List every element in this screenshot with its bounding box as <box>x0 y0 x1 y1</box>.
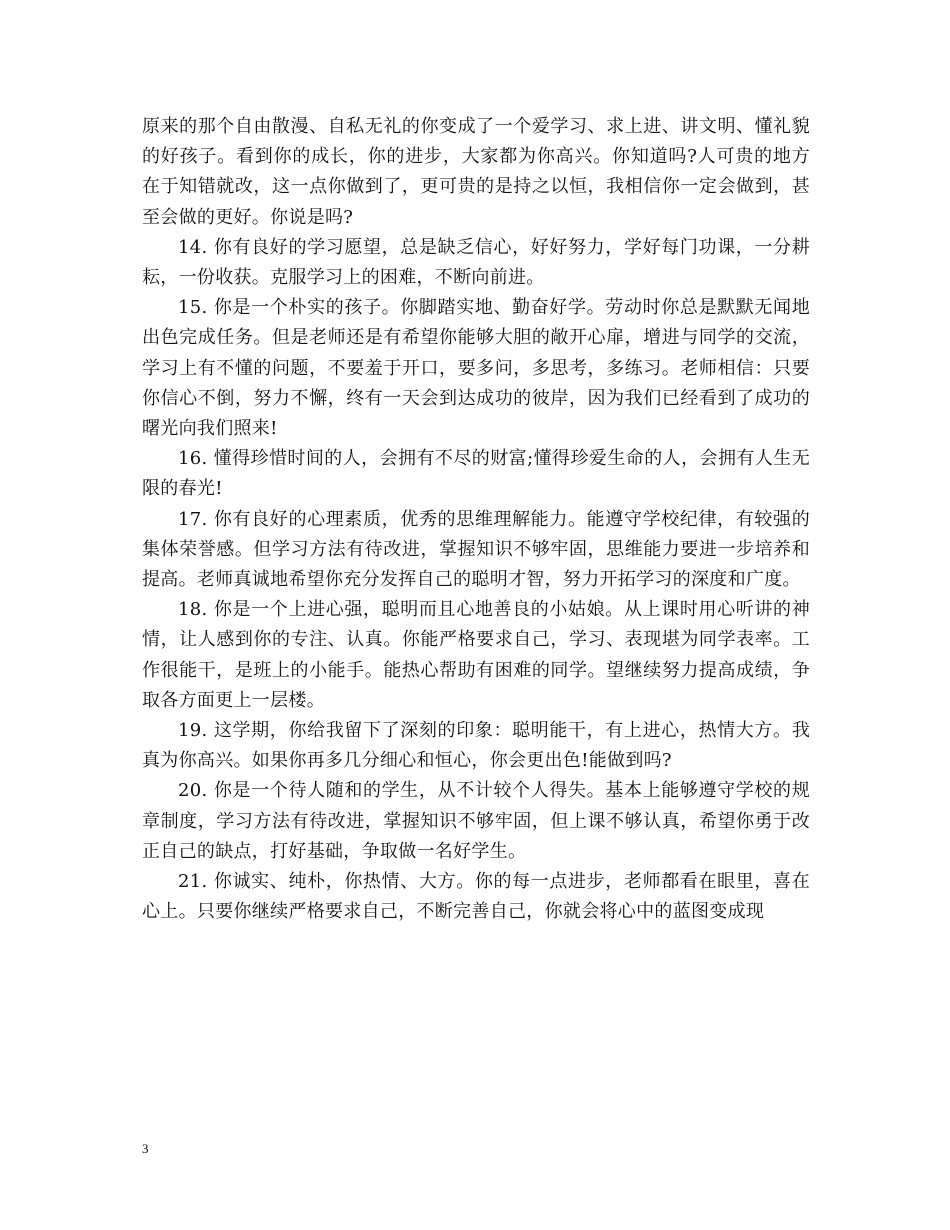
paragraph-item-16: 16. 懂得珍惜时间的人，会拥有不尽的财富;懂得珍爱生命的人，会拥有人生无限的春光! <box>142 448 810 500</box>
paragraph-item-17: 17. 你有良好的心理素质，优秀的思维理解能力。能遵守学校纪律，有较强的集体荣誉感。但学习方法有待改进，掌握知识不够牢固，思维能力要进一步培养和提高。老师真诚地希望你充分发挥自己的聪明才智，努力开拓学习的深度和广度。 <box>142 508 810 591</box>
paragraph-continuation: 原来的那个自由散漫、自私无礼的你变成了一个爱学习、求上进、讲文明、懂礼貌的好孩子。看到你的成长，你的进步，大家都为你高兴。你知道吗?人可贵的地方在于知错就改，这一点你做到了，更可贵的是持之以恒，我相信你一定会做到，甚至会做的更好。你说是吗? <box>142 116 810 228</box>
paragraph-item-15: 15. 你是一个朴实的孩子。你脚踏实地、勤奋好学。劳动时你总是默默无闻地出色完成任务。但是老师还是有希望你能够大胆的敞开心扉，增进与同学的交流，学习上有不懂的问题，不要羞于开口，要多问，多思考，多练习。老师相信：只要你信心不倒，努力不懈，终有一天会到达成功的彼岸，因为我们已经看到了成功的曙光向我们照来! <box>142 297 810 440</box>
document-body <box>142 112 810 927</box>
paragraph-item-14: 14. 你有良好的学习愿望，总是缺乏信心，好好努力，学好每门功课，一分耕耘，一份收获。克服学习上的困难，不断向前进。 <box>142 236 810 289</box>
paragraph-item-18: 18. 你是一个上进心强，聪明而且心地善良的小姑娘。从上课时用心听讲的神情，让人感到你的专注、认真。你能严格要求自己，学习、表现堪为同学表率。工作很能干，是班上的小能手。能热心帮助有困难的同学。望继续努力提高成绩，争取各方面更上一层楼。 <box>142 599 810 711</box>
paragraph-item-20: 20. 你是一个待人随和的学生，从不计较个人得失。基本上能够遵守学校的规章制度，学习方法有待改进，掌握知识不够牢固，但上课不够认真，希望你勇于改正自己的缺点，打好基础，争取做一名好学生。 <box>142 780 810 862</box>
paragraph-item-19: 19. 这学期，你给我留下了深刻的印象：聪明能干，有上进心，热情大方。我真为你高兴。如果你再多几分细心和恒心，你会更出色!能做到吗? <box>142 720 810 772</box>
paragraph-item-21: 21. 你诚实、纯朴，你热情、大方。你的每一点进步，老师都看在眼里，喜在心上。只要你继续严格要求自己，不断完善自己，你就会将心中的蓝图变成现 <box>142 871 810 923</box>
page-number: 3 <box>142 1141 149 1156</box>
